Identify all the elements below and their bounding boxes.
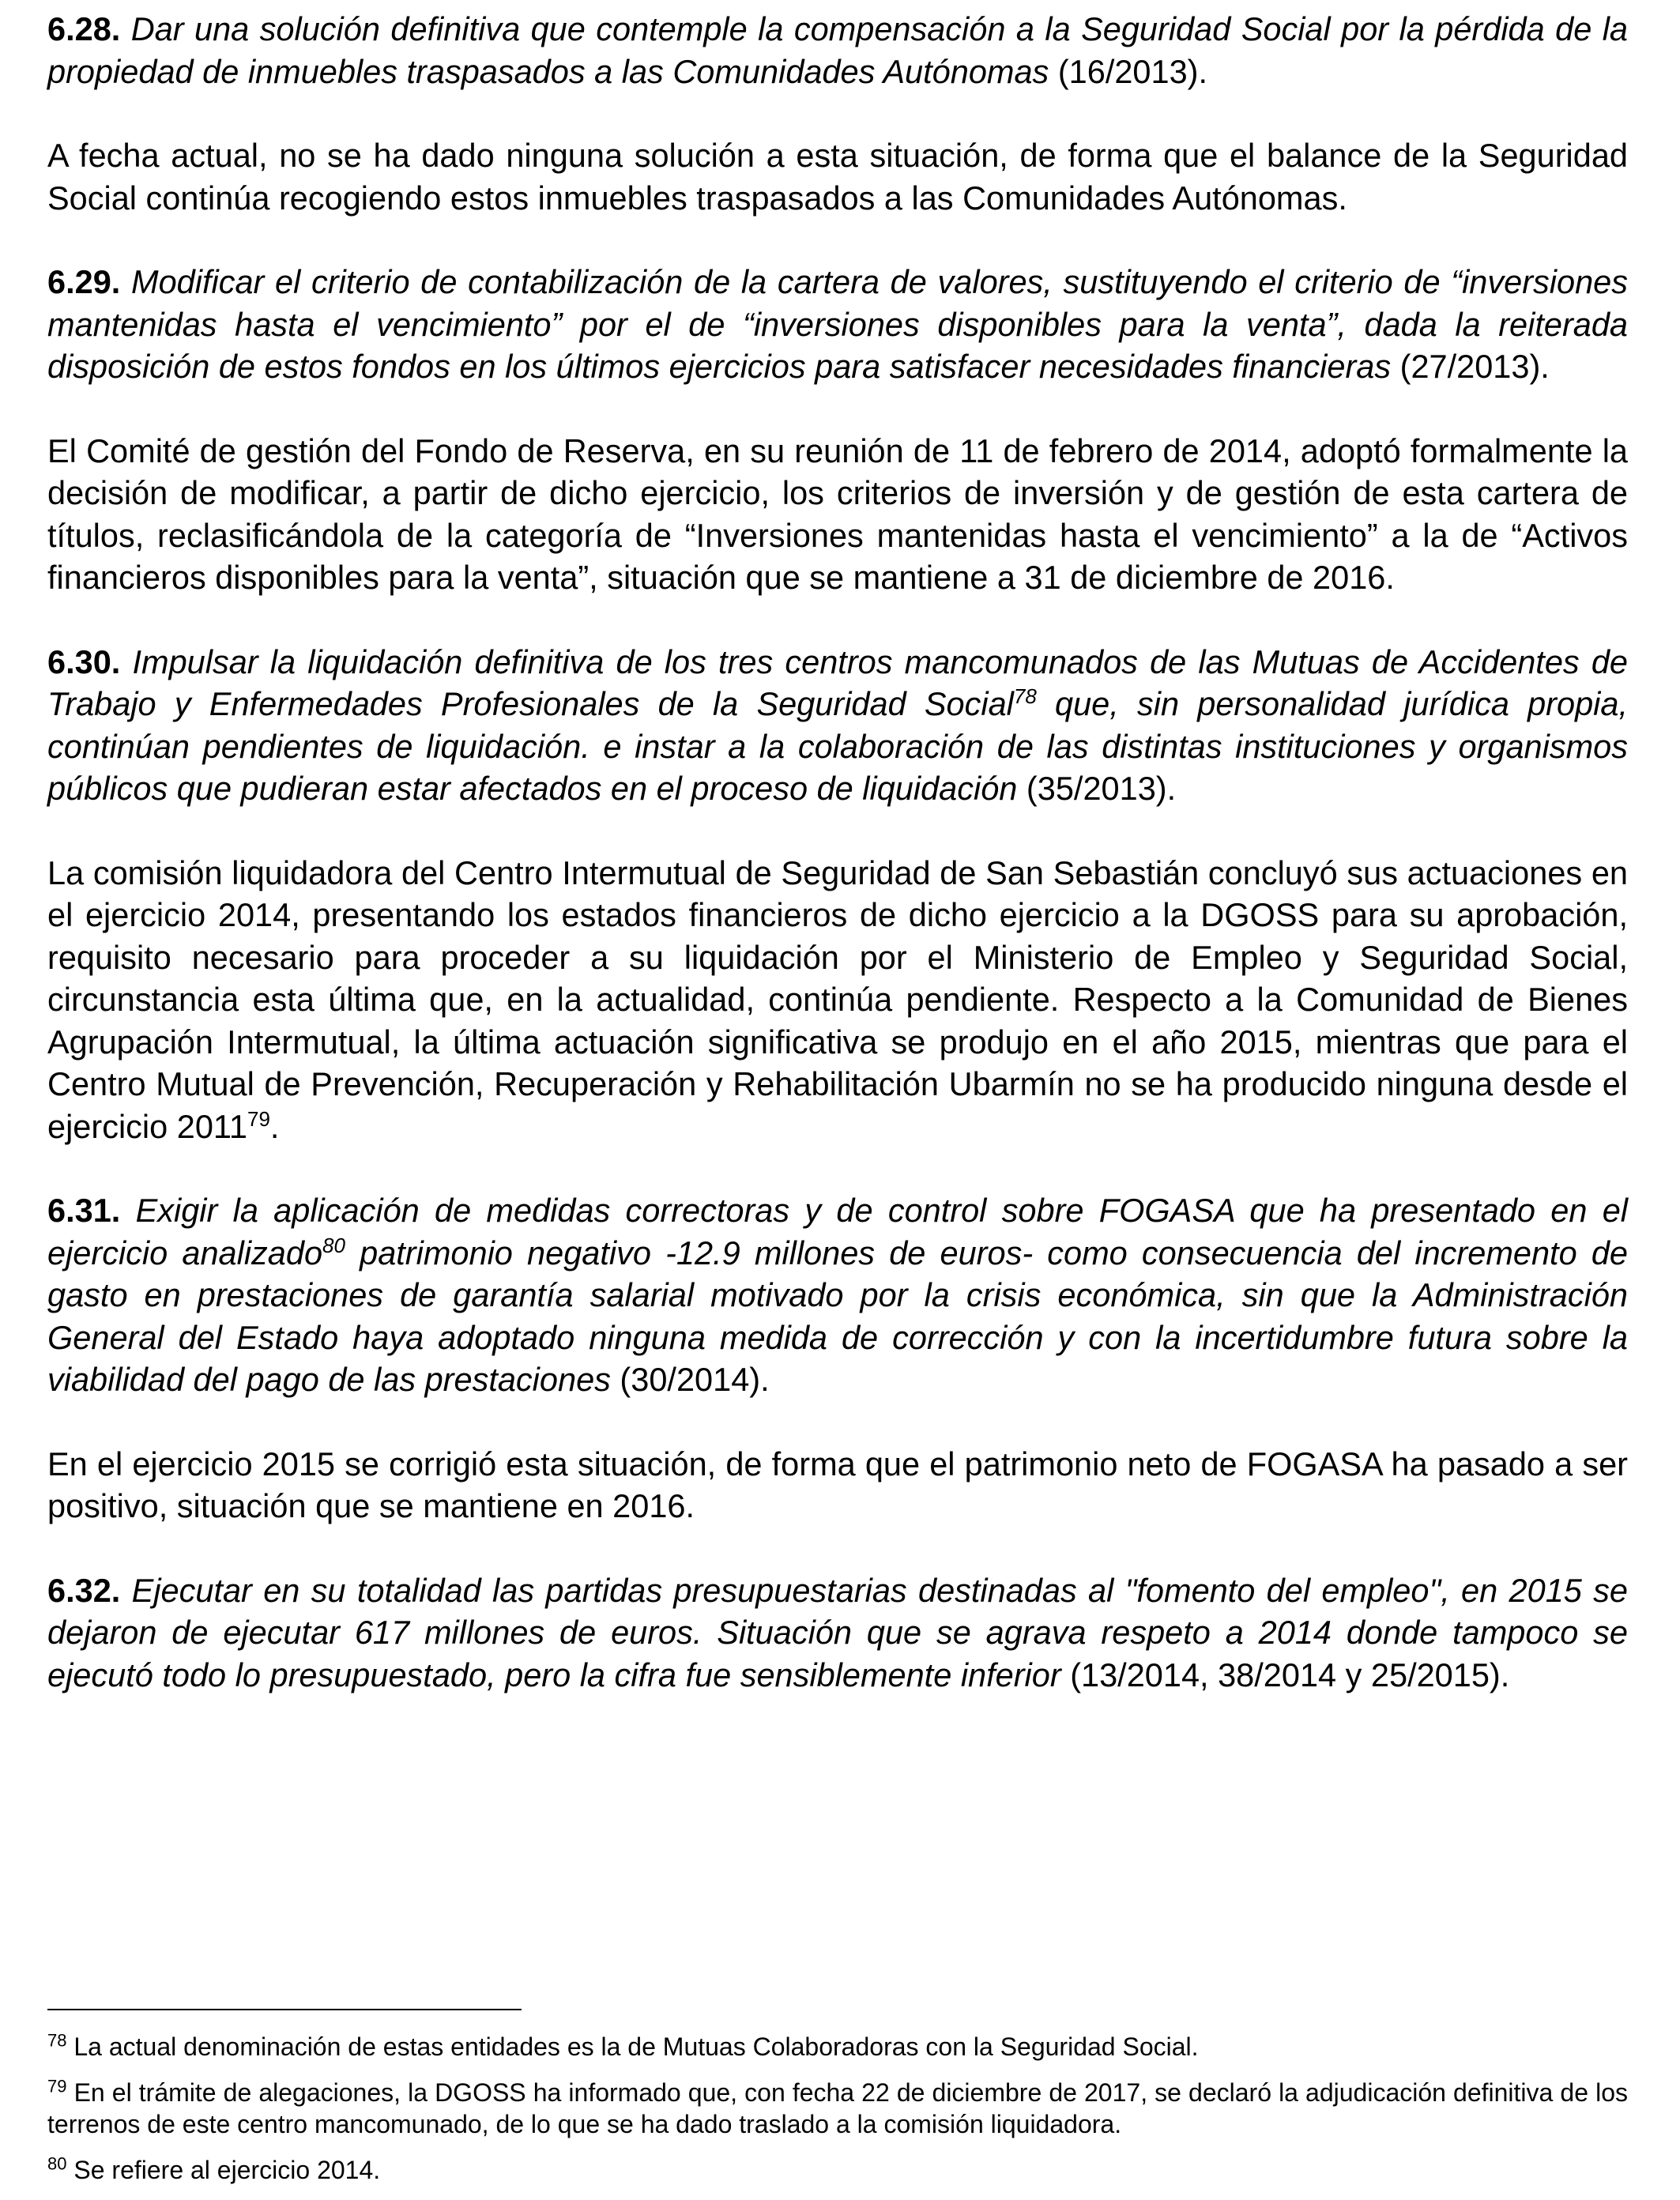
footnote-78 [47,2031,1628,2062]
footnote-text: En el trámite de alegaciones, la DGOSS ha informado que, con fecha 22 de diciembre de 2017, se declaró la adjudicación definitiva de los terrenos de este centro mancomunado, de lo que se ha dado traslado a la comisión liquidadora. [47,2078,1628,2138]
recommendation-text: Ejecutar en su totalidad las partidas presupuestarias destinadas al "fomento del empleo", en 2015 se dejaron de ejecutar 617 millones de euros. Situación que se agrava respeto a 2014 donde tampoco se ejecutó todo lo presupuestado, pero la cifra fue sensiblemente inferior [47,1571,1629,1693]
recommendation-number: 6.28. [47,10,121,47]
footnote-number: 79 [47,2076,67,2096]
response-6-31: En el ejercicio 2015 se corrigió esta situación, de forma que el patrimonio neto de FOGASA ha pasado a ser positivo, situación que se mantiene en 2016. [47,1445,1628,1524]
recommendation-6-30 [47,641,1628,810]
recommendation-6-32 [47,1569,1628,1697]
footnote-number: 80 [47,2153,67,2174]
footnote-text: Se refiere al ejercicio 2014. [66,2156,381,2184]
recommendation-ref: (35/2013). [1017,770,1177,807]
recommendation-ref: (13/2014, 38/2014 y 25/2015). [1060,1656,1510,1693]
recommendation-text: Dar una solución definitiva que contemple la compensación a la Seguridad Social por la pérdida de la propiedad de inmuebles traspasados a las Comunidades Autónomas [47,10,1628,90]
footnotes [47,2031,1628,2200]
recommendation-text-continued: patrimonio negativo -12.9 millones de euros- como consecuencia del incremento de gasto en prestaciones de garantía salarial motivado por la crisis económica, sin que la Administración General del Estado haya adoptado ninguna medida de corrección y con la incertidumbre futura sobre la viabilidad del pago de las prestaciones [47,1234,1628,1398]
footnote-reference-80[interactable]: 80 [322,1233,345,1257]
recommendation-ref: (27/2013). [1391,348,1550,385]
recommendation-6-31 [47,1189,1628,1401]
footnote-number: 78 [47,2030,67,2051]
footnote-79 [47,2077,1628,2140]
document-body [47,8,1628,1738]
recommendation-ref: (16/2013). [1049,52,1208,90]
recommendation-number: 6.32. [47,1571,121,1609]
recommendation-number: 6.30. [47,642,121,680]
footnote-80 [47,2154,1628,2186]
recommendation-number: 6.31. [47,1192,121,1229]
response-6-29: El Comité de gestión del Fondo de Reserva, en su reunión de 11 de febrero de 2014, adoptó formalmente la decisión de modificar, a partir de dicho ejercicio, los criterios de inversión y de gestión de esta cartera de títulos, reclasificándola de la categoría de “Inversiones mantenidas hasta el vencimiento” a la de “Activos financieros disponibles para la venta”, situación que se mantiene a 31 de diciembre de 2016. [47,431,1628,596]
footnote-reference-78[interactable]: 78 [1013,684,1037,709]
recommendation-6-28 [47,8,1628,92]
recommendation-text: Impulsar la liquidación definitiva de los tres centros mancomunados de las Mutuas de Accidentes de Trabajo y Enfermedades Profesionales de la Seguridad Social [47,642,1628,722]
footnote-reference-79[interactable]: 79 [247,1106,270,1131]
response-6-30 [47,852,1628,1148]
footnote-separator [47,2009,522,2010]
recommendation-number: 6.29. [47,263,121,300]
recommendation-text: Exigir la aplicación de medidas correctoras y de control sobre FOGASA que ha presentado en el ejercicio analizado [47,1192,1628,1271]
response-end: . [269,1107,280,1145]
recommendation-text-continued: que, sin personalidad jurídica propia, continúan pendientes de liquidación. e instar a la colaboración de las distintas instituciones y organismos públicos que pudieran estar afectados en el proceso de liquidación [47,685,1628,807]
response-6-28: A fecha actual, no se ha dado ninguna solución a esta situación, de forma que el balance de la Seguridad Social continúa recogiendo estos inmuebles traspasados a las Comunidades Autónomas. [47,137,1628,217]
recommendation-6-29 [47,261,1628,388]
footnote-text: La actual denominación de estas entidades es la de Mutuas Colaboradoras con la Seguridad Social. [66,2032,1199,2061]
recommendation-text: Modificar el criterio de contabilización de la cartera de valores, sustituyendo el criterio de “inversiones mantenidas hasta el vencimiento” por el de “inversiones disponibles para la venta”, dada la reiterada disposición de estos fondos en los últimos ejercicios para satisfacer necesidades financieras [47,263,1628,385]
response-text: La comisión liquidadora del Centro Intermutual de Seguridad de San Sebastián concluyó sus actuaciones en el ejercicio 2014, presentando los estados financieros de dicho ejercicio a la DGOSS para su aprobación, requisito necesario para proceder a su liquidación por el Ministerio de Empleo y Seguridad Social, circunstancia esta última que, en la actualidad, continúa pendiente. Respecto a la Comunidad de Bienes Agrupación Intermutual, la última actuación significativa se produjo en el año 2015, mientras que para el Centro Mutual de Prevención, Recuperación y Rehabilitación Ubarmín no se ha producido ninguna desde el ejercicio 2011 [47,853,1628,1145]
recommendation-ref: (30/2014). [610,1361,770,1398]
